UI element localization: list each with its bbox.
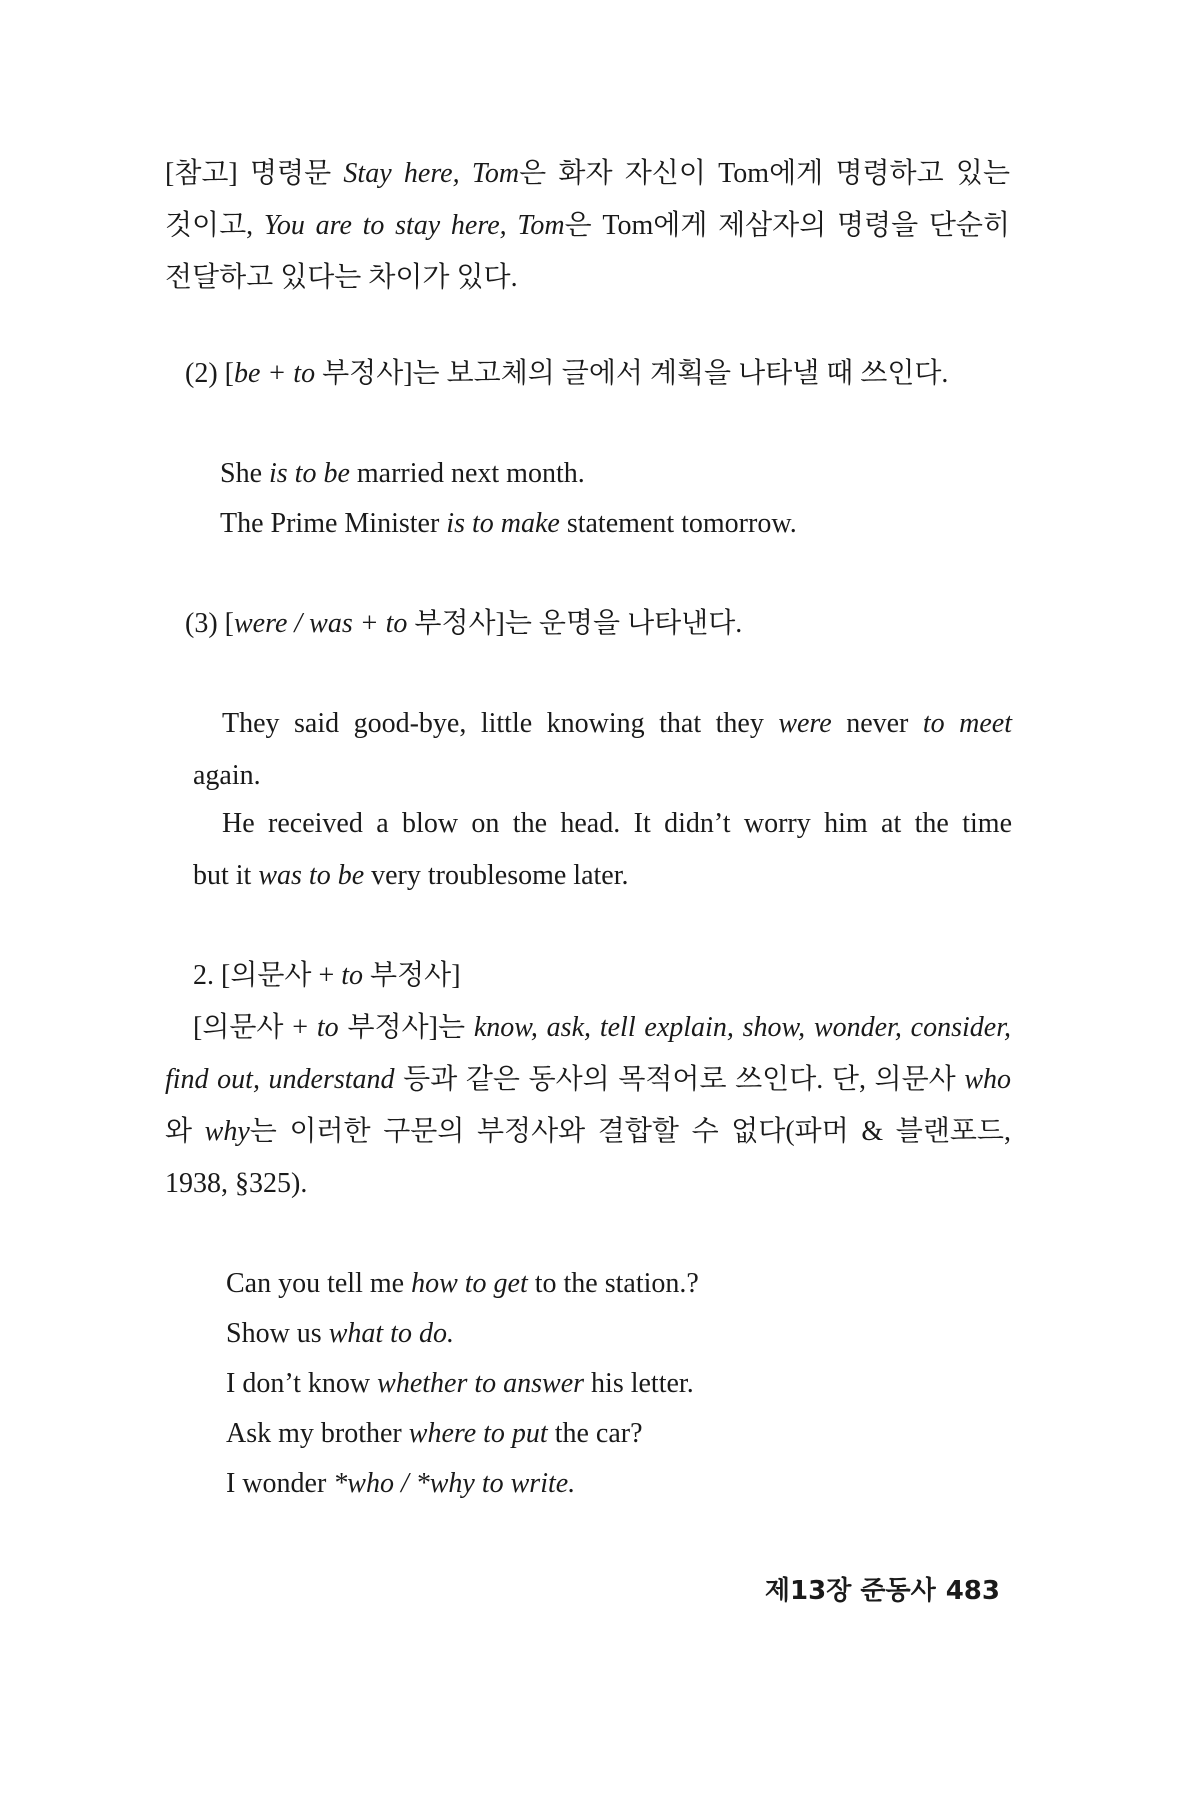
- para-italic: why: [204, 1116, 250, 1147]
- paragraph-line: [165, 1054, 1011, 1106]
- example-italic: to meet: [922, 708, 1012, 739]
- section-3-heading: [185, 598, 1005, 650]
- example-italic: is to be: [269, 458, 350, 489]
- para-text: 는 이러한 구문의 부정사와 결합할 수 없다(파머 & 블랜포드,: [249, 1116, 1011, 1147]
- example-sentence: [220, 498, 1010, 550]
- example-italic: were: [778, 708, 832, 739]
- chapter-title: 제13장 준동사: [764, 1576, 936, 1606]
- note-italic: Stay here, Tom: [343, 158, 520, 189]
- para-italic: who: [964, 1064, 1011, 1095]
- note-line-2: [165, 200, 1010, 252]
- para-italic: find out, understand: [165, 1064, 395, 1095]
- title-text: 2. [의문사 +: [193, 960, 342, 991]
- paragraph-line: [165, 1106, 1011, 1158]
- example-text: very troublesome later.: [364, 860, 629, 891]
- note-text: 것이고,: [165, 210, 264, 241]
- example-text: The Prime Minister: [220, 508, 447, 539]
- title-text: 부정사]: [363, 960, 461, 991]
- example-italic: *who / *why to write.: [333, 1468, 576, 1499]
- example-sentence: [226, 1258, 1006, 1310]
- para-text: 와: [165, 1116, 205, 1147]
- heading-italic: be + to: [233, 358, 316, 389]
- example-sentence: [226, 1458, 1006, 1510]
- example-continuation: [193, 850, 993, 902]
- example-text: I wonder: [226, 1468, 334, 1499]
- example-text: never: [831, 708, 923, 739]
- section-title: [193, 950, 993, 1002]
- example-text: Can you tell me: [226, 1268, 412, 1299]
- note-line-3: 전달하고 있다는 차이가 있다.: [165, 262, 518, 293]
- example-continuation: again.: [193, 760, 261, 791]
- example-sentence: [226, 1308, 1006, 1360]
- title-italic: to: [341, 960, 364, 991]
- heading-italic: were / was + to: [233, 608, 408, 639]
- example-sentence: He received a blow on the head. It didn’t worry him at the time: [222, 808, 1012, 839]
- paragraph-line: 1938, §325).: [165, 1168, 308, 1199]
- example-text: They said good-bye, little knowing that they: [222, 708, 779, 739]
- example-text: his letter.: [584, 1368, 694, 1399]
- note-line-1: [165, 148, 1010, 200]
- example-italic: was to be: [258, 860, 365, 891]
- note-text: 은 Tom에게 제삼자의 명령을 단순히: [564, 210, 1011, 241]
- example-text: Show us: [226, 1318, 329, 1349]
- note-text: [참고] 명령문: [165, 158, 344, 189]
- example-italic: how to get: [411, 1268, 528, 1299]
- example-italic: is to make: [446, 508, 560, 539]
- heading-text: (2) [: [185, 358, 234, 389]
- example-sentence: [226, 1358, 1006, 1410]
- example-sentence: [226, 1408, 1006, 1460]
- section-2-heading: [185, 348, 1005, 400]
- example-text: the car?: [547, 1418, 643, 1449]
- example-italic: whether to answer: [377, 1368, 585, 1399]
- example-sentence: [222, 698, 1012, 750]
- example-text: but it: [193, 860, 259, 891]
- para-italic: know, ask, tell explain, show, wonder, consider,: [473, 1012, 1011, 1043]
- paragraph-line: [193, 1002, 1011, 1054]
- page-number: 483: [945, 1576, 1000, 1606]
- example-text: statement tomorrow.: [559, 508, 797, 539]
- example-sentence: [220, 448, 1010, 500]
- note-text: 은 화자 자신이 Tom에게 명령하고 있는: [519, 158, 1010, 189]
- heading-text: 부정사]는 운명을 나타낸다.: [407, 608, 743, 639]
- example-text: to the station.?: [527, 1268, 699, 1299]
- para-text: [의문사 +: [193, 1012, 317, 1043]
- para-italic: to: [316, 1012, 339, 1043]
- example-text: I don’t know: [226, 1368, 378, 1399]
- heading-text: (3) [: [185, 608, 234, 639]
- example-text: married next month.: [349, 458, 585, 489]
- heading-text: 부정사]는 보고체의 글에서 계획을 나타낼 때 쓰인다.: [315, 358, 949, 389]
- example-italic: where to put: [408, 1418, 548, 1449]
- note-italic: You are to stay here, Tom: [263, 210, 565, 241]
- example-text: She: [220, 458, 269, 489]
- example-italic: what to do.: [328, 1318, 454, 1349]
- page-footer: [0, 1570, 1000, 1607]
- example-text: Ask my brother: [226, 1418, 409, 1449]
- para-text: 부정사]는: [338, 1012, 474, 1043]
- para-text: 등과 같은 동사의 목적어로 쓰인다. 단, 의문사: [394, 1064, 965, 1095]
